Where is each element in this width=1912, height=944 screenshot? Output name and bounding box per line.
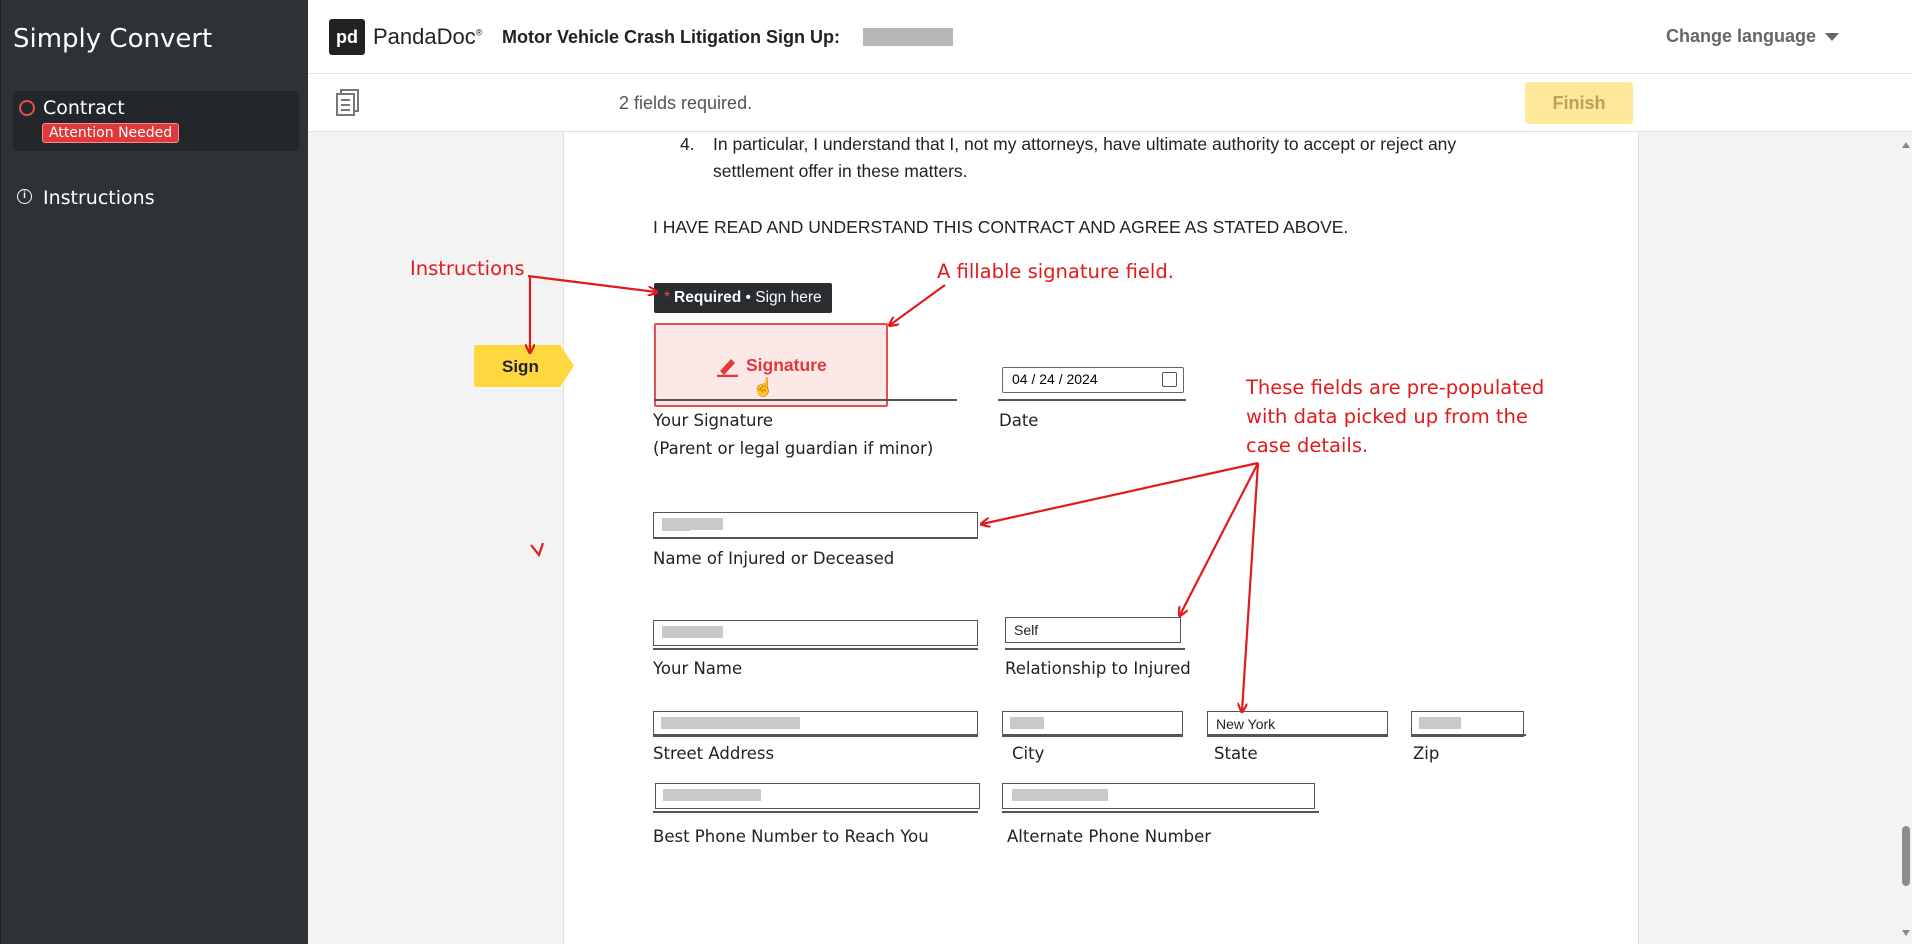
required-star-icon: * (664, 289, 671, 306)
signature-field-label: Signature (746, 355, 827, 375)
field-underline (653, 811, 978, 813)
toolbar (308, 74, 1912, 132)
annotation-instructions: Instructions (410, 257, 525, 280)
alternate-phone-label: Alternate Phone Number (1007, 827, 1212, 846)
scroll-thumb[interactable] (1902, 826, 1910, 886)
sidebar-item-label: Instructions (43, 187, 155, 209)
city-label: City (1012, 744, 1045, 763)
agreement-statement: I HAVE READ AND UNDERSTAND THIS CONTRACT AND AGREE AS STATED ABOVE. (653, 217, 1349, 237)
finish-button[interactable]: Finish (1525, 82, 1633, 124)
field-underline (1002, 811, 1319, 813)
status-badge: Attention Needed (42, 123, 179, 143)
paragraph-line: In particular, I understand that I, not my attorneys, have ultimate authority to accept or reject any (713, 134, 1457, 154)
relationship-field[interactable]: Self (1005, 617, 1181, 643)
pen-icon (716, 353, 740, 377)
annotation-prepopulated-line: with data picked up from the (1246, 405, 1528, 428)
redacted-value (662, 518, 723, 530)
document-title: Motor Vehicle Crash Litigation Sign Up: (502, 27, 841, 47)
signature-line (654, 399, 957, 401)
annotation-prepopulated-line: case details. (1246, 434, 1369, 457)
pandadoc-logo-icon: pd (329, 19, 365, 55)
sign-navigation-button[interactable]: Sign (474, 345, 564, 387)
annotation-prepopulated-line: These fields are pre-populated (1246, 376, 1545, 399)
brand-name: Simply Convert (13, 24, 213, 54)
redacted-value (1010, 717, 1044, 729)
field-underline (653, 734, 978, 736)
document-viewport (308, 132, 1900, 944)
vertical-scrollbar[interactable] (1900, 132, 1912, 944)
redacted-value (662, 626, 723, 638)
redacted-value (1012, 789, 1108, 801)
date-field[interactable]: 04 / 24 / 2024 (1002, 367, 1184, 393)
field-underline (1002, 734, 1183, 736)
signature-field[interactable] (654, 323, 888, 407)
sidebar (0, 0, 308, 944)
top-header (308, 0, 1912, 74)
field-underline (653, 537, 978, 539)
logo-text: PandaDoc® (373, 24, 483, 49)
redacted-value (663, 789, 761, 801)
state-field[interactable]: New York (1207, 711, 1388, 737)
info-icon: i (17, 189, 32, 204)
street-address-label: Street Address (653, 744, 775, 763)
injured-name-label: Name of Injured or Deceased (653, 549, 895, 568)
document-list-icon[interactable] (336, 89, 360, 117)
required-tooltip: * Required • Sign here (654, 283, 832, 313)
date-line (998, 399, 1186, 401)
scroll-down-icon[interactable] (1902, 930, 1910, 936)
field-underline (1411, 734, 1526, 736)
sidebar-item-contract[interactable] (13, 91, 299, 151)
zip-label: Zip (1413, 744, 1440, 763)
date-label: Date (999, 411, 1039, 430)
redacted-value (661, 717, 800, 729)
status-ring-icon (19, 100, 35, 116)
scroll-up-icon[interactable] (1902, 142, 1910, 148)
required-fields-status: 2 fields required. (619, 93, 753, 113)
chevron-down-icon[interactable] (1822, 30, 1842, 44)
paragraph-line: settlement offer in these matters. (713, 161, 968, 181)
sidebar-item-label: Contract (43, 97, 125, 119)
annotation-fillable: A fillable signature field. (937, 260, 1174, 283)
your-name-label: Your Name (653, 659, 743, 678)
field-underline (653, 648, 978, 650)
redacted-value (1419, 717, 1461, 729)
guardian-label: (Parent or legal guardian if minor) (653, 439, 934, 458)
field-underline (1005, 648, 1185, 650)
best-phone-label: Best Phone Number to Reach You (653, 827, 929, 846)
hand-cursor-icon: ☝ (752, 377, 775, 397)
list-item-number: 4. (680, 134, 695, 154)
redacted-name (863, 28, 953, 46)
change-language-button[interactable]: Change language (1665, 26, 1816, 46)
field-underline (1207, 734, 1388, 736)
state-label: State (1214, 744, 1258, 763)
your-signature-label: Your Signature (653, 411, 774, 430)
relationship-label: Relationship to Injured (1005, 659, 1191, 678)
calendar-icon[interactable] (1162, 372, 1177, 387)
